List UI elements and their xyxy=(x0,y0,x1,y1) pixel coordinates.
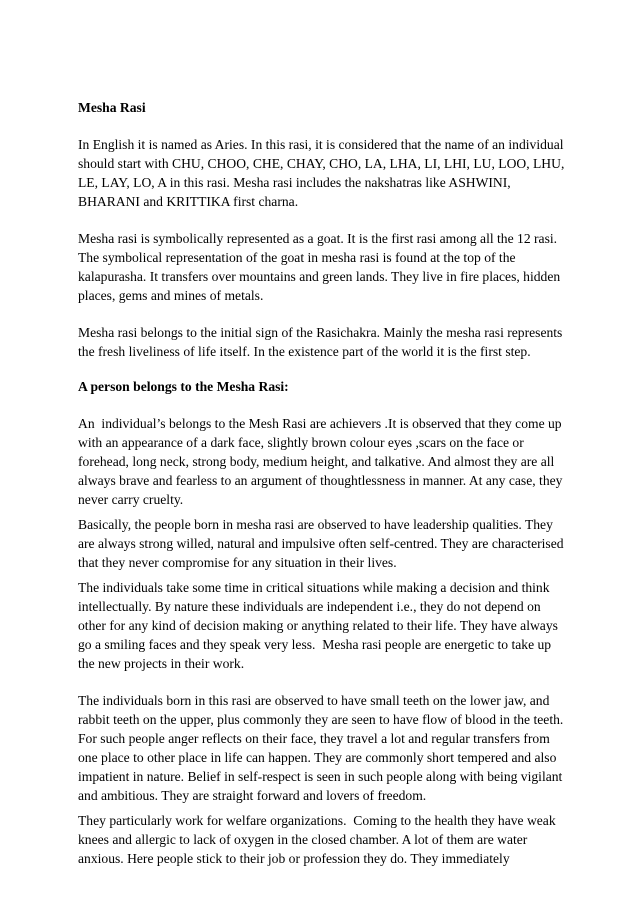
document-title: Mesha Rasi xyxy=(78,100,146,115)
section-heading: A person belongs to the Mesha Rasi: xyxy=(78,379,289,394)
paragraph-decision: The individuals take some time in critical situations while making a decision and think intellectually. By nature these individuals are independent i.e., they do not depend on other for any kind of decision making or anything related to their life. They have always go a smiling faces and they speak very less. Mesha rasi people are energetic to take up the new projects in their work. xyxy=(78,580,562,671)
paragraph-health: They particularly work for welfare organizations. Coming to the health they have weak knees and allergic to lack of oxygen in the closed chamber. A lot of them are water anxious. Here people stick to their job or profession they do. They immediately xyxy=(78,813,560,866)
document-page xyxy=(78,98,568,868)
paragraph-intro: In English it is named as Aries. In this rasi, it is considered that the name of an individual should start with CHU, CHOO, CHE, CHAY, CHO, LA, LHA, LI, LHI, LU, LOO, LHU, LE, LAY, LO, A in this rasi. Mesha rasi includes the nakshatras like ASHWINI, BHARANI and KRITTIKA first charna. xyxy=(78,137,568,209)
paragraph-symbol: Mesha rasi is symbolically represented as a goat. It is the first rasi among all the 12 rasi. The symbolical representation of the goat in mesha rasi is found at the top of the kalapurasha. It transfers over mountains and green lands. They live in fire places, hidden places, gems and mines of metals. xyxy=(78,231,564,303)
paragraph-leadership: Basically, the people born in mesha rasi are observed to have leadership qualities. They are always strong willed, natural and impulsive often self-centred. They are characterised that they never compromise for any situation in their lives. xyxy=(78,517,567,570)
paragraph-appearance: An individual’s belongs to the Mesh Rasi are achievers .It is observed that they come up with an appearance of a dark face, slightly brown colour eyes ,scars on the face or forehead, long neck, strong body, medium height, and talkative. And almost they are all always brave and fearless to an argument of thoughtlessness in manner. At any case, they never carry cruelty. xyxy=(78,416,566,507)
paragraph-traits: The individuals born in this rasi are observed to have small teeth on the lower jaw, and rabbit teeth on the upper, plus commonly they are seen to have flow of blood in the teeth. For such people anger reflects on their face, they travel a lot and regular transfers from one place to other place in life can happen. They are commonly short tempered and also impatient in nature. Belief in self-respect is seen in such people along with being vigilant and ambitious. They are straight forward and lovers of freedom. xyxy=(78,693,567,803)
paragraph-rasichakra: Mesha rasi belongs to the initial sign of the Rasichakra. Mainly the mesha rasi represents the fresh liveliness of life itself. In the existence part of the world it is the first step. xyxy=(78,325,566,359)
